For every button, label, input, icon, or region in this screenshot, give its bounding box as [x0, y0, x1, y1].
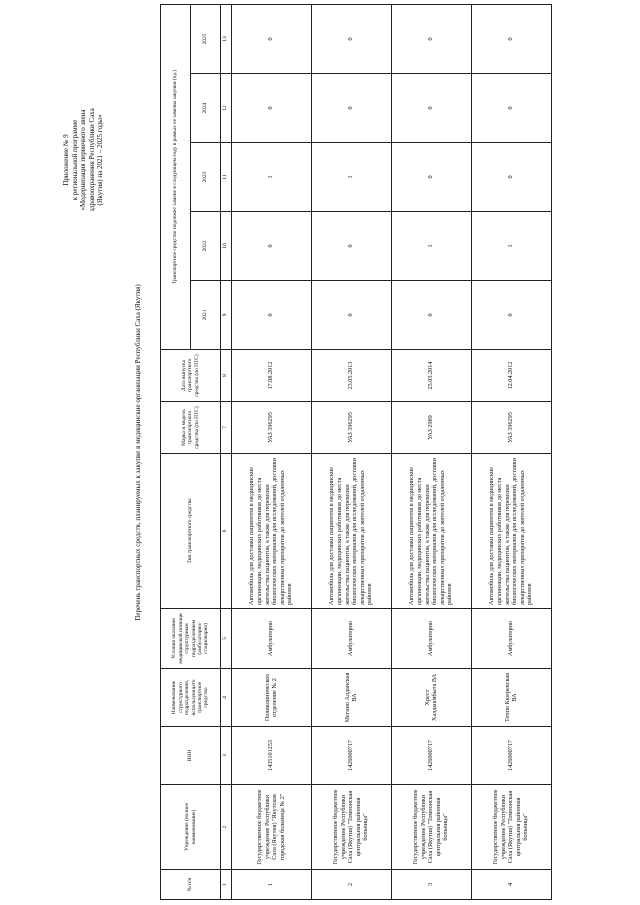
header-subdivision: Наименование структурного подразделения, использующего транспортное средство	[161, 669, 221, 727]
appendix-line: (Якутия) на 2021 – 2025 годы»	[96, 114, 105, 206]
cell-2021: 0	[311, 281, 391, 350]
cell-model: УАЗ 2989	[391, 402, 471, 454]
cell-2024: 0	[391, 74, 471, 143]
cell-2025: 0	[391, 5, 471, 74]
column-number: 3	[221, 727, 232, 785]
cell-2021: 0	[471, 281, 551, 350]
cell-2024: 0	[311, 74, 391, 143]
cell-subdivision: Хрест Халдыкмбыта ВА	[391, 669, 471, 727]
cell-2024: 0	[471, 74, 551, 143]
column-number: 1	[221, 870, 232, 900]
appendix-line: Приложение № 9	[62, 134, 70, 186]
header-model: Марка и модель транспортного средства (по ПТС)	[161, 402, 221, 454]
cell-issue-date: 17.08.2012	[231, 350, 311, 402]
cell-inn: 1426000717	[311, 727, 391, 785]
header-org: Учреждение (полное наименование)	[161, 785, 221, 870]
cell-org: Государственное бюджетное учреждение Республики Саха (Якутия) "Томпонская центральная районная больница"	[391, 785, 471, 870]
cell-2021: 0	[231, 281, 311, 350]
column-number: 12	[221, 74, 232, 143]
appendix-line: к региональной программе	[70, 119, 79, 201]
cell-type: Автомобиль для доставки пациентов в медицинские организации, медицинских работников до места жительства пациентов, а также для перевозки биологических материалов для исследований, доставки лекарственных препаратов до жителей отдаленных районов	[391, 454, 471, 609]
column-numbers-row	[221, 5, 232, 900]
cell-2022: 1	[391, 212, 471, 281]
cell-num: 2	[311, 870, 391, 900]
column-number: 5	[221, 609, 232, 669]
cell-2022: 0	[311, 212, 391, 281]
cell-num: 3	[391, 870, 471, 900]
header-type: Тип транспортного средства	[161, 454, 221, 609]
appendix-line: здравоохранения Республики Саха	[87, 108, 96, 212]
cell-2023: 1	[231, 143, 311, 212]
cell-num: 4	[471, 870, 551, 900]
cell-2023: 1	[311, 143, 391, 212]
header-year: 2024	[191, 74, 221, 143]
cell-type: Автомобиль для доставки пациентов в медицинские организации, медицинских работников до места жительства пациентов, а также для перевозки биологических материалов для исследований, доставки лекарственных препаратов до жителей отдаленных районов	[231, 454, 311, 609]
cell-inn: 1426000717	[391, 727, 471, 785]
cell-2024: 0	[231, 74, 311, 143]
header-year: 2021	[191, 281, 221, 350]
cell-type: Автомобиль для доставки пациентов в медицинские организации, медицинских работников до места жительства пациентов, а также для перевозки биологических материалов для исследований, доставки лекарственных препаратов до жителей отдаленных районов	[311, 454, 391, 609]
cell-2025: 0	[311, 5, 391, 74]
column-number: 6	[221, 454, 232, 609]
cell-model: УАЗ 396295	[311, 402, 391, 454]
column-number: 4	[221, 669, 232, 727]
cell-subdivision: Поликлиническое отделение № 2	[231, 669, 311, 727]
column-number: 10	[221, 212, 232, 281]
table-row	[231, 5, 311, 900]
column-number: 7	[221, 402, 232, 454]
table-row	[391, 5, 471, 900]
cell-conditions: Амбулаторно	[231, 609, 311, 669]
header-issue-date: Дата выпуска транспортного средства (по ПТС)	[161, 350, 221, 402]
appendix-block	[62, 55, 105, 265]
cell-org: Государственное бюджетное учреждение Республики Саха (Якутия) "Якутская городская больница № 2"	[231, 785, 311, 870]
header-inn: ИНН	[161, 727, 221, 785]
cell-issue-date: 25.03.2014	[391, 350, 471, 402]
cell-2025: 0	[231, 5, 311, 74]
appendix-line: «Модернизация первичного звена	[79, 109, 88, 211]
cell-issue-date: 12.04.2012	[471, 350, 551, 402]
cell-conditions: Амбулаторно	[391, 609, 471, 669]
document-title: Перечень транспортных средств, планируемых к закупке в медицинские организации Республики Саха (Якутия)	[134, 284, 142, 621]
cell-model: УАЗ 396295	[471, 402, 551, 454]
cell-org: Государственное бюджетное учреждение Республики Саха (Якутия) "Томпонская центральная районная больница"	[311, 785, 391, 870]
cell-inn: 1435101253	[231, 727, 311, 785]
column-number: 2	[221, 785, 232, 870]
cell-2021: 0	[391, 281, 471, 350]
header-conditions: Условия оказания медицинской помощи структурным подразделением (амбулаторно/ стационарно)	[161, 609, 221, 669]
cell-2023: 0	[471, 143, 551, 212]
table-row	[311, 5, 391, 900]
cell-model: УАЗ 396295	[231, 402, 311, 454]
cell-2022: 0	[231, 212, 311, 281]
header-year: 2022	[191, 212, 221, 281]
header-replacement-group: Транспортное средство подлежит замене в следующем году в рамках ее замены закупки (ед.)	[161, 5, 191, 350]
cell-conditions: Амбулаторно	[471, 609, 551, 669]
header-year: 2025	[191, 5, 221, 74]
vehicles-table	[160, 4, 552, 900]
cell-conditions: Амбулаторно	[311, 609, 391, 669]
cell-2025: 0	[471, 5, 551, 74]
header-row	[161, 5, 191, 900]
column-number: 8	[221, 350, 232, 402]
header-year: 2023	[191, 143, 221, 212]
cell-subdivision: Теппо Кюеревская ВА	[471, 669, 551, 727]
cell-type: Автомобиль для доставки пациентов в медицинские организации, медицинских работников до места жительства пациентов, а также для перевозки биологических материалов для исследований, доставки лекарственных препаратов до жителей отдаленных районов	[471, 454, 551, 609]
column-number: 13	[221, 5, 232, 74]
table-row	[471, 5, 551, 900]
cell-2022: 1	[471, 212, 551, 281]
cell-org: Государственное бюджетное учреждение Республики Саха (Якутия) "Томпонская центральная районная больница"	[471, 785, 551, 870]
header-num: № п/п	[161, 870, 221, 900]
cell-2023: 0	[391, 143, 471, 212]
column-number: 11	[221, 143, 232, 212]
cell-issue-date: 23.05.2013	[311, 350, 391, 402]
cell-num: 1	[231, 870, 311, 900]
cell-inn: 1426000717	[471, 727, 551, 785]
cell-subdivision: Мегино Алданская ВА	[311, 669, 391, 727]
column-number: 9	[221, 281, 232, 350]
